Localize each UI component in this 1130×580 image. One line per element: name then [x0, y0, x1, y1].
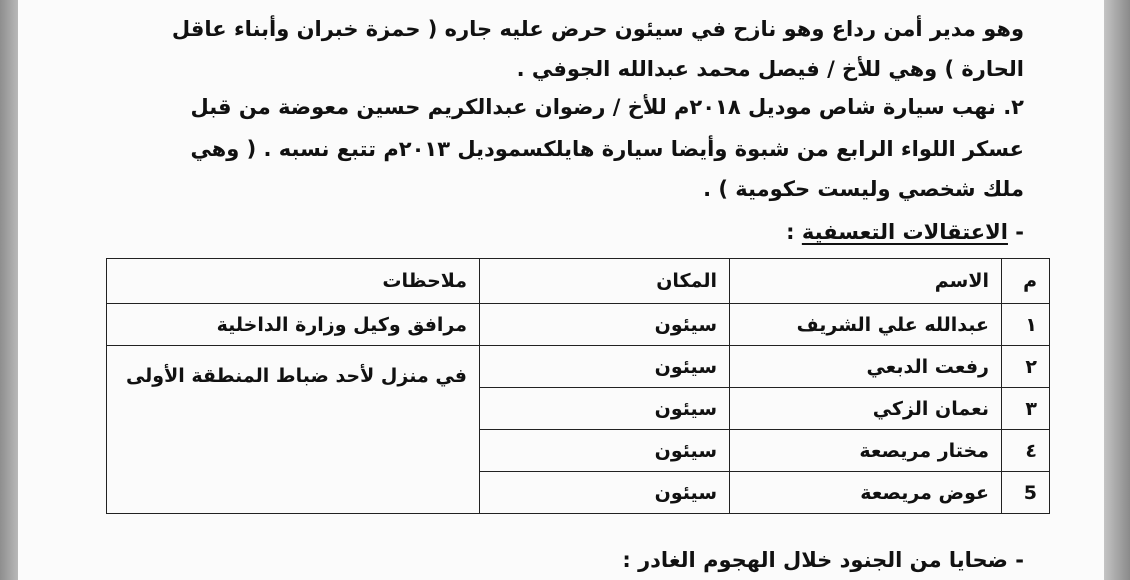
document-page [18, 0, 1104, 580]
header-place: المكان [480, 259, 730, 304]
row-num: ٢ [1002, 346, 1050, 388]
row-name: عبدالله علي الشريف [730, 304, 1002, 346]
heading-prefix: - [1007, 220, 1024, 244]
heading-title: الاعتقالات التعسفية [801, 220, 1008, 244]
paragraph-line-2: الحارة ) وهي للأخ / فيصل محمد عبدالله الجوفي . [516, 57, 1024, 81]
row-num: ٣ [1002, 388, 1050, 430]
scan-left-edge [0, 0, 18, 580]
section-heading-detentions [786, 220, 1024, 244]
header-num: م [1002, 259, 1050, 304]
header-name: الاسم [730, 259, 1002, 304]
paragraph-line-4: عسكر اللواء الرابع من شبوة وأيضا سيارة هايلكسموديل ٢٠١٣م تتبع نسبه . ( وهي [190, 137, 1024, 161]
paragraph-line-1: وهو مدير أمن رداع وهو نازح في سيئون حرض عليه جاره ( حمزة خبران وأبناء عاقل [171, 17, 1024, 41]
scan-right-edge [1104, 0, 1130, 580]
row-num: 5 [1002, 472, 1050, 514]
row-num: ١ [1002, 304, 1050, 346]
row-place: سيئون [480, 388, 730, 430]
row-place: سيئون [480, 346, 730, 388]
paragraph-line-3: ٢. نهب سيارة شاص موديل ٢٠١٨م للأخ / رضوان عبدالكريم حسين معوضة من قبل [190, 95, 1024, 119]
table-row [107, 304, 1050, 346]
row-num: ٤ [1002, 430, 1050, 472]
header-notes: ملاحظات [107, 259, 480, 304]
row-place: سيئون [480, 472, 730, 514]
row-name: رفعت الدبعي [730, 346, 1002, 388]
heading-suffix: : [786, 220, 802, 244]
row-place: سيئون [480, 304, 730, 346]
row-name: نعمان الزكي [730, 388, 1002, 430]
detentions-table [106, 258, 1050, 514]
section-heading-victims: - ضحايا من الجنود خلال الهجوم الغادر : [622, 548, 1024, 572]
row-name: عوض مريصعة [730, 472, 1002, 514]
paragraph-line-5: ملك شخصي وليست حكومية ) . [703, 177, 1024, 201]
row-notes: مرافق وكيل وزارة الداخلية [107, 304, 480, 346]
table-header-row [107, 259, 1050, 304]
table-row [107, 346, 1050, 388]
row-notes-merged: في منزل لأحد ضباط المنطقة الأولى [107, 346, 480, 514]
row-place: سيئون [480, 430, 730, 472]
row-name: مختار مريصعة [730, 430, 1002, 472]
